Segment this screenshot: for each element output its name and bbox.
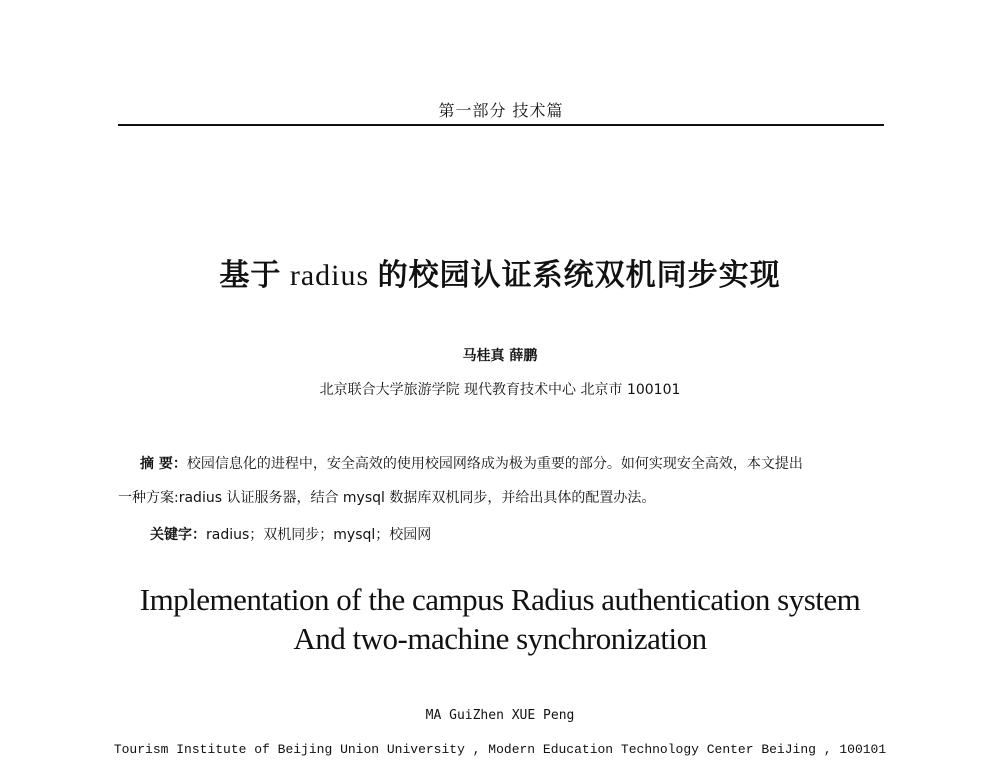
abstract-line-2: 一种方案:radius 认证服务器，结合 mysql 数据库双机同步，并给出具体的配置办法。 <box>118 490 656 506</box>
header-rule <box>118 124 884 126</box>
running-header: 第一部分 技术篇 <box>438 101 564 120</box>
keywords-text: radius；双机同步；mysql；校园网 <box>206 527 432 543</box>
authors-cn: 马桂真 薛鹏 <box>462 348 538 364</box>
abstract-label: 摘 要： <box>140 456 187 472</box>
title-en <box>0 580 1000 658</box>
affiliation-en: Tourism Institute of Beijing Union University , Modern Education Technology Center BeiJing , 100101 <box>113 742 887 757</box>
affiliation-cn: 北京联合大学旅游学院 现代教育技术中心 北京市 100101 <box>319 382 681 398</box>
title-en-line-1: Implementation of the campus Radius authentication system <box>139 582 861 617</box>
abstract-line-1 <box>140 453 803 473</box>
title-cn-prefix: 基于 <box>219 258 282 293</box>
keywords <box>150 524 431 544</box>
title-en-line-2: And two-machine synchronization <box>293 621 707 656</box>
title-cn-suffix: 的校园认证系统双机同步实现 <box>377 258 781 293</box>
title-cn-latin: radius <box>281 259 378 292</box>
title-cn <box>0 250 1000 294</box>
keywords-label: 关键字： <box>150 527 206 543</box>
authors-en: MA GuiZhen XUE Peng <box>425 708 575 723</box>
abstract-text-1: 校园信息化的进程中，安全高效的使用校园网络成为极为重要的部分。如何实现安全高效，本文提出 <box>186 456 803 472</box>
